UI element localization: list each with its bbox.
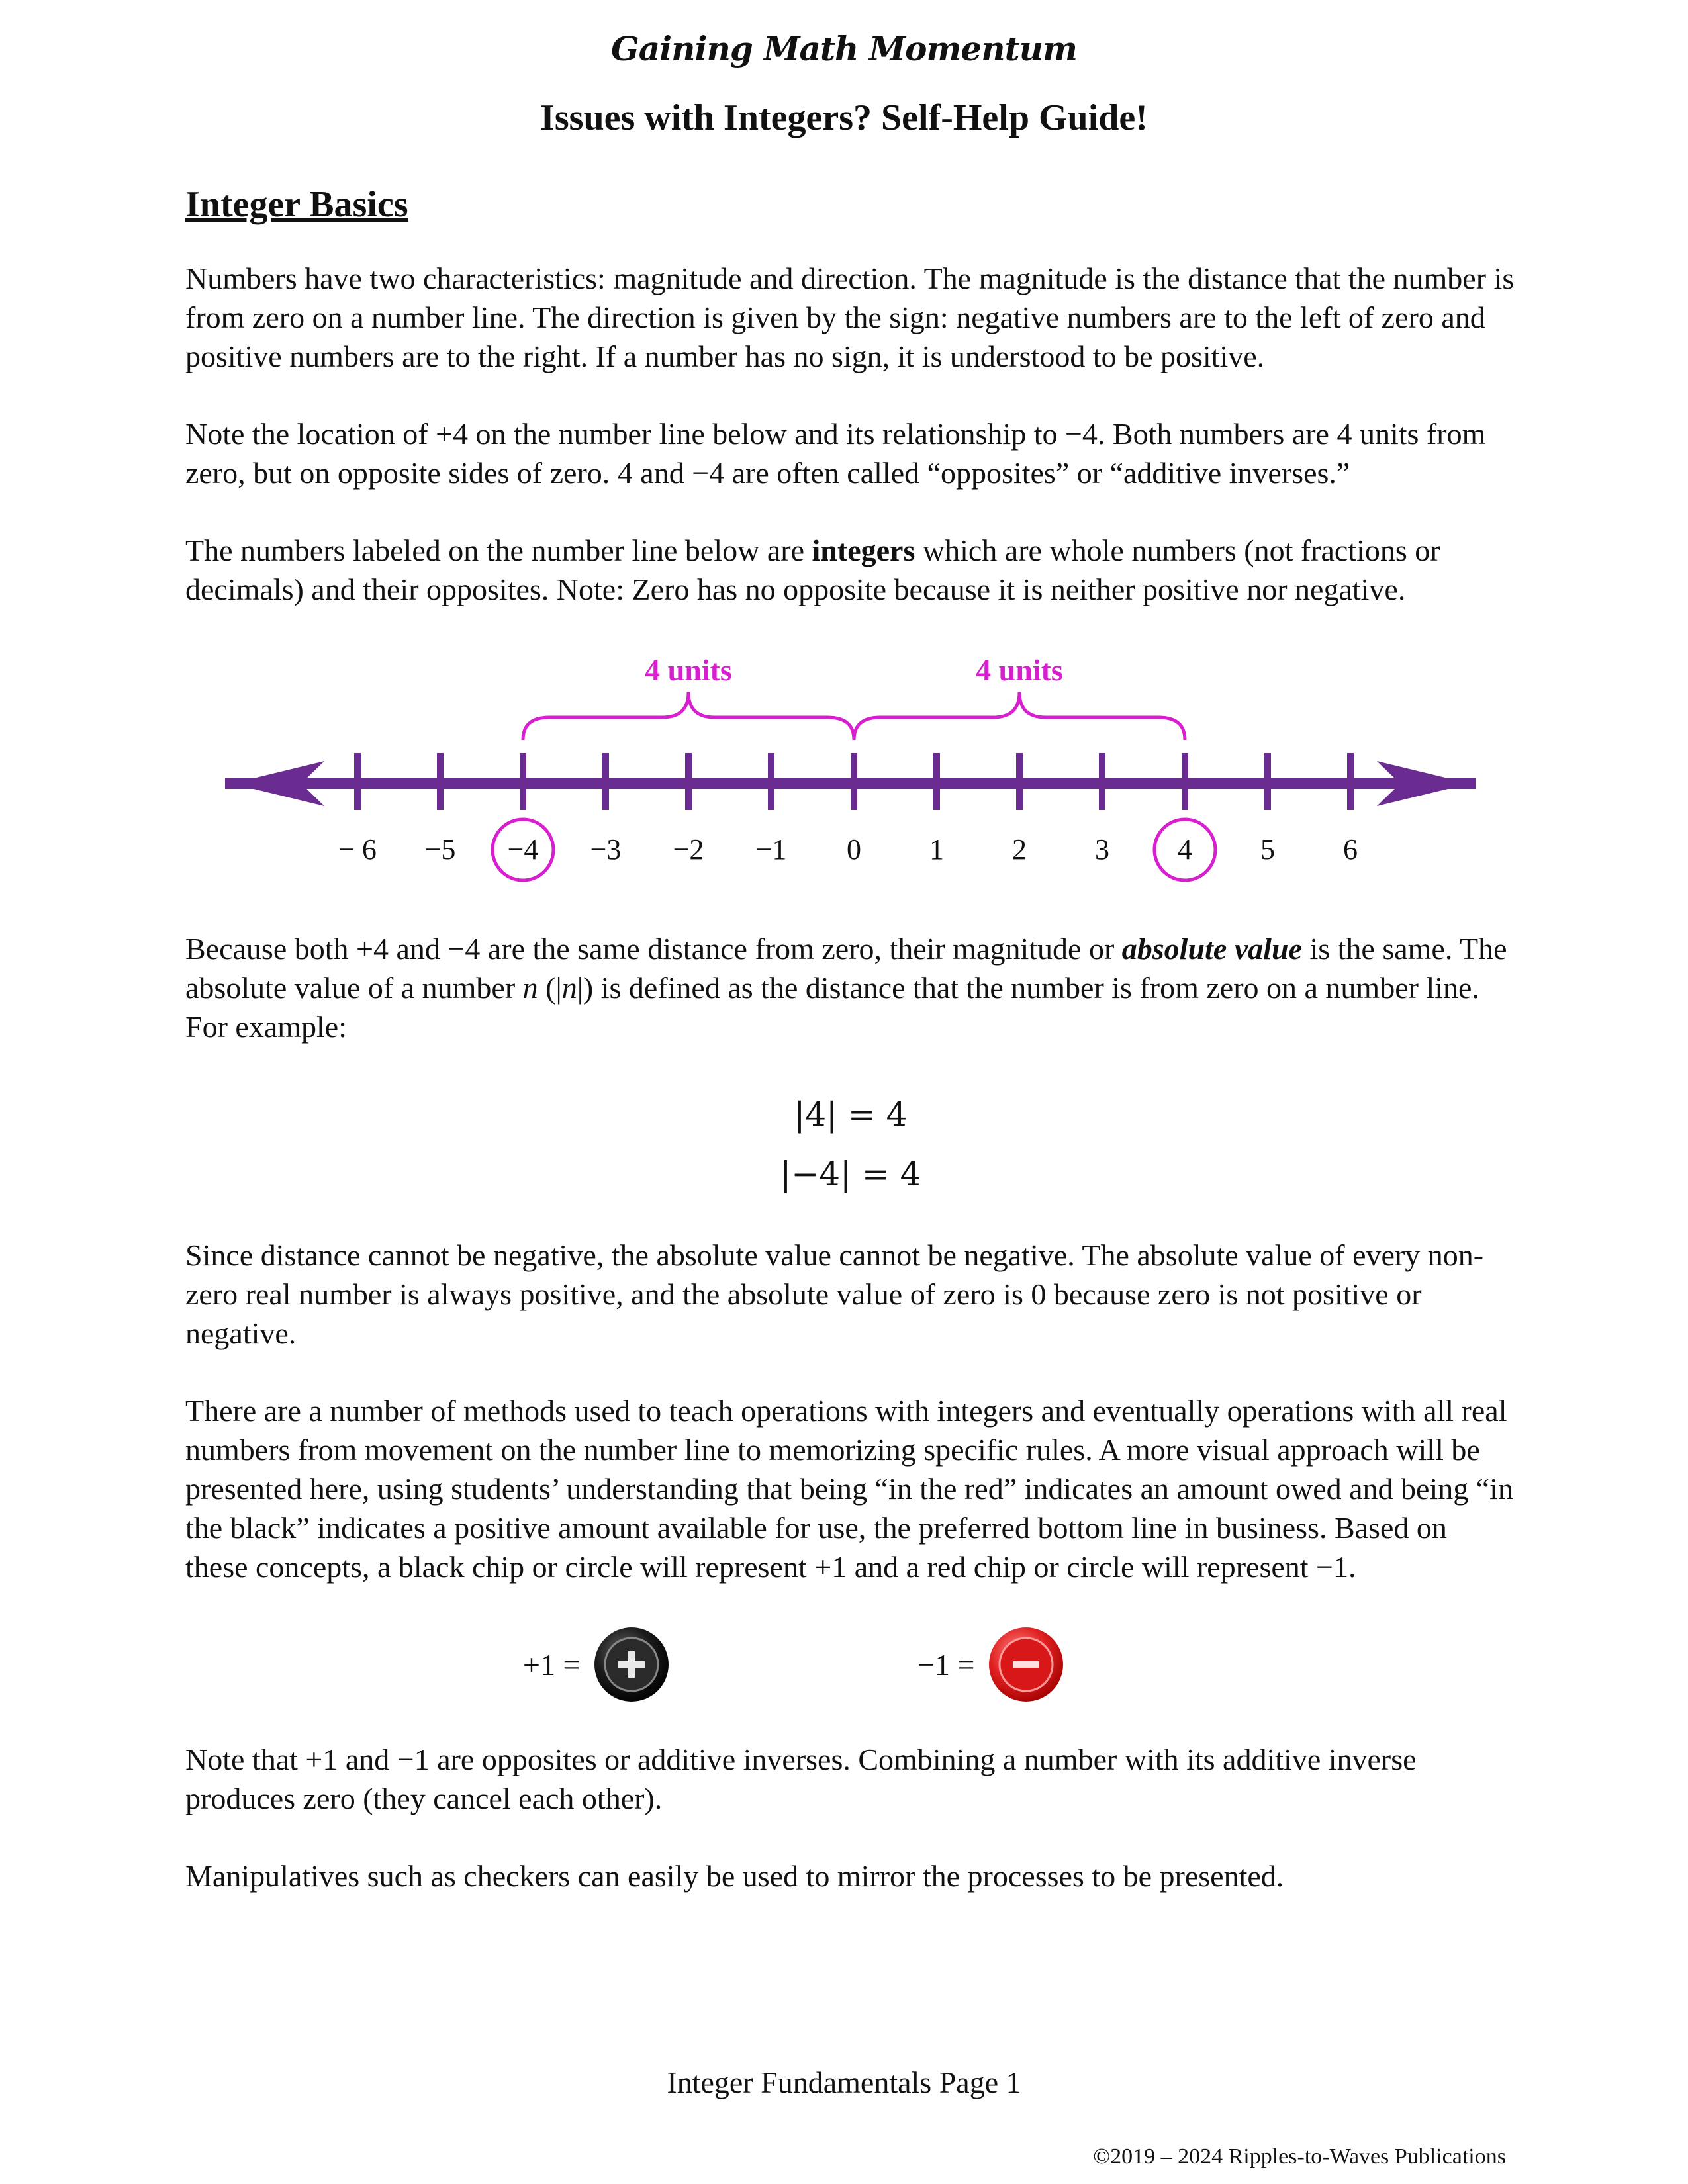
number-line: [185, 647, 1516, 903]
paragraph-absolute-value: Because both +4 and −4 are the same distance from zero, their magnitude or absolute value is the same. The absolute value of a number n (|n|) is defined as the distance that the number is from zero on a number line. For example:: [185, 932, 1507, 1044]
tick-label: − 6: [338, 833, 377, 866]
tick-label: 2: [1012, 833, 1027, 866]
page-footer: Integer Fundamentals Page 1: [667, 2066, 1021, 2099]
positive-chip-group: [523, 1625, 671, 1704]
paragraph-methods: There are a number of methods used to teach operations with integers and eventually operations with all real numbers from movement on the number line to memorizing specific rules. A more visual approach will be presented here, using students’ understanding that being “in the red” indicates an amount owed and being “in the black” indicates a positive amount available for use, the preferred bottom line in business. Based on these concepts, a black chip or circle will represent +1 and a red chip or circle will represent −1.: [185, 1394, 1513, 1584]
tick-label: 1: [929, 833, 944, 866]
paragraph-magnitude-direction: Numbers have two characteristics: magnitude and direction. The magnitude is the distance that the number is from zero on a number line. The direction is given by the sign: negative numbers are to the left of zero and positive numbers are to the right. If a number has no sign, it is understood to be positive.: [185, 261, 1515, 373]
tick-label: −1: [755, 833, 787, 866]
absolute-value-examples: [185, 1085, 1516, 1204]
tick-label: 3: [1095, 833, 1109, 866]
right-units-brace: [854, 692, 1185, 740]
section-heading: Integer Basics: [185, 184, 408, 225]
copyright-notice: ©2019 – 2024 Ripples-to-Waves Publications: [1093, 2144, 1506, 2169]
negative-chip-group: [917, 1625, 1066, 1704]
tick-label: 5: [1260, 833, 1275, 866]
chip-legend: [185, 1625, 1516, 1711]
page-title: Issues with Integers? Self-Help Guide!: [540, 97, 1148, 138]
abs-example-1: |4| = 4: [794, 1095, 908, 1134]
positive-chip-label: +1 =: [523, 1647, 581, 1682]
tick-label: 4: [1178, 833, 1192, 866]
paragraph-integers: The numbers labeled on the number line below are integers which are whole numbers (not fractions or decimals) and their opposites. Note: Zero has no opposite because it is neither positive nor negative.: [185, 533, 1440, 606]
term-absolute-value: absolute value: [1121, 932, 1302, 966]
paragraph-manipulatives: Manipulatives such as checkers can easily be used to mirror the processes to be presented.: [185, 1859, 1284, 1893]
left-units-label: 4 units: [645, 653, 732, 687]
paragraph-opposites: Note the location of +4 on the number line below and its relationship to −4. Both numbers are 4 units from zero, but on opposite sides of zero. 4 and −4 are often called “opposites” or “additive inverses.”: [185, 417, 1486, 490]
paragraph-nonnegative: Since distance cannot be negative, the absolute value cannot be negative. The absolute value of every non-zero real number is always positive, and the absolute value of zero is 0 because zero is not positive or negative.: [185, 1238, 1484, 1350]
tick-label: −5: [424, 833, 456, 866]
number-line-figure: [185, 647, 1516, 903]
tick-label: −4: [507, 833, 539, 866]
plus-chip-icon: [592, 1625, 671, 1704]
right-units-label: 4 units: [976, 653, 1063, 687]
tick-label: −3: [590, 833, 622, 866]
tick-label: 6: [1343, 833, 1358, 866]
tick-label: −2: [673, 833, 704, 866]
minus-chip-icon: [986, 1625, 1066, 1704]
paragraph-additive-inverse: Note that +1 and −1 are opposites or additive inverses. Combining a number with its additive inverse produces zero (they cancel each other).: [185, 1743, 1417, 1815]
tick-label: 0: [847, 833, 861, 866]
term-integers: integers: [812, 533, 915, 567]
series-title: Gaining Math Momentum: [611, 29, 1077, 68]
abs-example-2: |−4| = 4: [780, 1155, 921, 1193]
document-body: [185, 185, 1516, 1934]
negative-chip-label: −1 =: [917, 1647, 975, 1682]
left-units-brace: [523, 692, 854, 740]
